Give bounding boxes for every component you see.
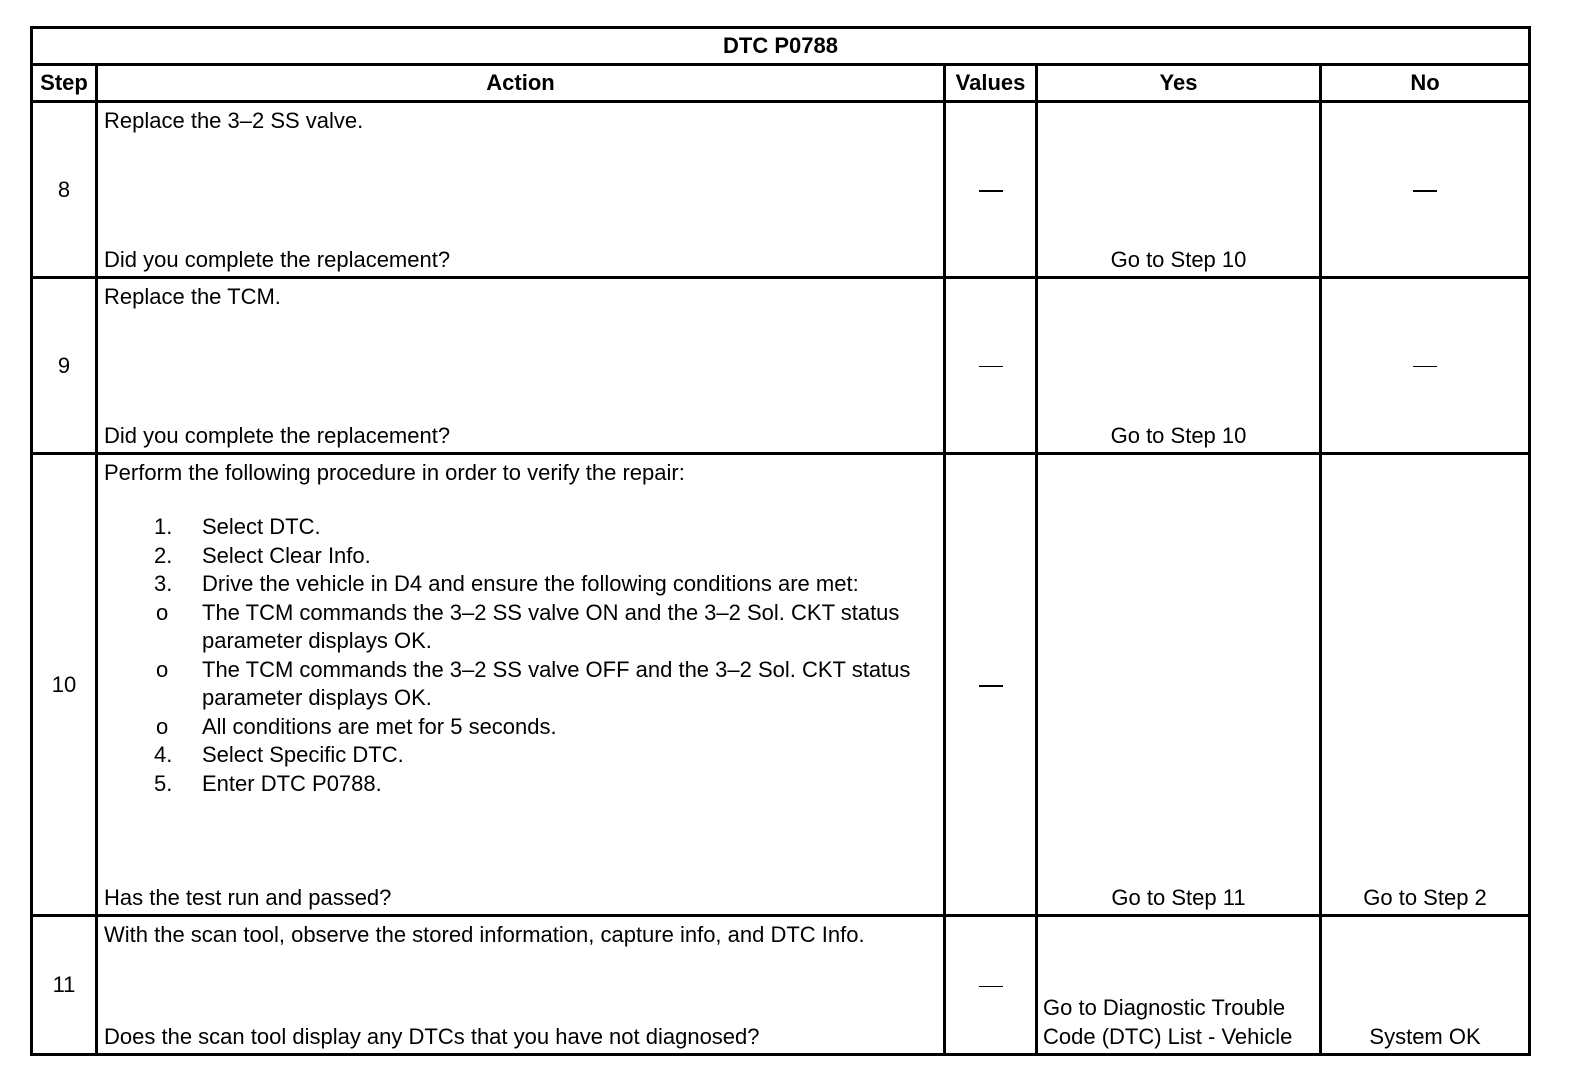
value-dash xyxy=(979,366,1003,367)
procedure-step: 4. Select Specific DTC. xyxy=(154,742,404,767)
action-instruction: With the scan tool, observe the stored information, capture info, and DTC Info. xyxy=(104,922,865,947)
step-number: 9 xyxy=(32,278,97,454)
action-cell xyxy=(97,454,945,916)
step-number: 10 xyxy=(32,454,97,916)
procedure-step: 3. Drive the vehicle in D4 and ensure the following conditions are met: o The TCM commands the 3–2 SS valve ON and the 3–2 Sol. CKT status parameter displays OK. o The TCM commands the 3–2 SS valve OFF and the 3–2 Sol. CKT status parameter displays OK. o All conditions are met for 5 seconds. xyxy=(104,570,937,741)
step-number: 11 xyxy=(32,916,97,1055)
no-cell xyxy=(1321,916,1530,1055)
condition-item: o The TCM commands the 3–2 SS valve OFF and the 3–2 Sol. CKT status parameter displays OK. xyxy=(156,656,911,710)
action-question: Has the test run and passed? xyxy=(104,885,392,910)
table-row xyxy=(32,454,1530,916)
action-question: Did you complete the replacement? xyxy=(104,247,451,272)
action-cell xyxy=(97,278,945,454)
procedure-list xyxy=(104,513,937,798)
yes-link[interactable]: Go to Step 11 xyxy=(1111,885,1246,910)
action-question: Does the scan tool display any DTCs that you have not diagnosed? xyxy=(104,1024,760,1049)
action-instruction: Perform the following procedure in order to verify the repair: xyxy=(104,460,685,485)
no-link[interactable]: Go to Step 2 xyxy=(1363,885,1487,910)
condition-item: o All conditions are met for 5 seconds. xyxy=(156,713,557,739)
value-dash xyxy=(979,190,1003,192)
table-title: DTC P0788 xyxy=(32,28,1530,65)
yes-cell xyxy=(1037,102,1321,278)
procedure-step: 5. Enter DTC P0788. xyxy=(154,770,382,796)
condition-list xyxy=(156,599,937,742)
value-dash xyxy=(979,685,1003,687)
yes-link[interactable]: Go to Step 10 xyxy=(1110,423,1247,448)
value-dash xyxy=(979,986,1003,987)
step-number: 8 xyxy=(32,102,97,278)
table-row xyxy=(32,916,1530,1055)
values-cell xyxy=(945,454,1037,916)
yes-cell xyxy=(1037,916,1321,1055)
no-dash xyxy=(1413,366,1437,367)
action-instruction: Replace the 3–2 SS valve. xyxy=(104,108,364,133)
values-cell xyxy=(945,278,1037,454)
values-cell xyxy=(945,916,1037,1055)
dtc-table xyxy=(30,26,1531,1056)
yes-link[interactable]: Go to Diagnostic Trouble Code (DTC) List - Vehicle xyxy=(1043,995,1293,1049)
table-row xyxy=(32,278,1530,454)
yes-cell xyxy=(1037,278,1321,454)
yes-cell xyxy=(1037,454,1321,916)
no-cell xyxy=(1321,102,1530,278)
no-cell xyxy=(1321,454,1530,916)
action-cell xyxy=(97,916,945,1055)
table-row xyxy=(32,102,1530,278)
header-no: No xyxy=(1321,65,1530,102)
header-row xyxy=(32,65,1530,102)
action-cell xyxy=(97,102,945,278)
header-yes: Yes xyxy=(1037,65,1321,102)
condition-item: o The TCM commands the 3–2 SS valve ON and the 3–2 Sol. CKT status parameter displays OK. xyxy=(156,599,900,653)
dtc-document xyxy=(30,26,1528,1056)
action-instruction: Replace the TCM. xyxy=(104,284,281,309)
procedure-step: 2. Select Clear Info. xyxy=(154,542,371,568)
yes-link[interactable]: Go to Step 10 xyxy=(1110,247,1247,272)
header-values: Values xyxy=(945,65,1037,102)
header-step: Step xyxy=(32,65,97,102)
action-question: Did you complete the replacement? xyxy=(104,423,451,448)
values-cell xyxy=(945,102,1037,278)
header-action: Action xyxy=(97,65,945,102)
title-row xyxy=(32,28,1530,65)
no-result: System OK xyxy=(1369,1024,1481,1049)
no-dash xyxy=(1413,190,1437,192)
no-cell xyxy=(1321,278,1530,454)
procedure-step: 1. Select DTC. xyxy=(154,514,321,539)
